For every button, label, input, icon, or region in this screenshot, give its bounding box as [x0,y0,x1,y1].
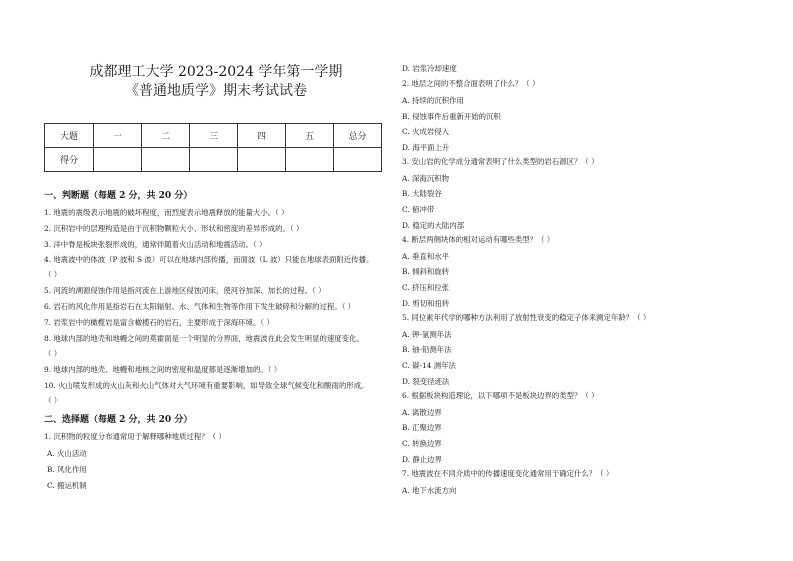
score-cell [238,148,286,172]
choice-question: 3. 安山岩的化学成分通常表明了什么类型的岩石源区？（ ） [402,157,599,166]
choice-question: 4. 断层两侧块体的相对运动有哪些类型？（ ） [402,235,555,244]
choice-option: A. 离散边界 [402,408,442,417]
choice-option: C. 火成岩侵入 [402,127,450,136]
score-header-cell: 二 [142,124,190,148]
choice-option: A. 深海沉积物 [402,174,449,183]
judge-question: 3. 洋中脊是板块张裂形成的，通常伴随着火山活动和地震活动。（ ） [44,240,267,249]
choice-option: B. 侵蚀事件后重新开始的沉积 [402,112,501,121]
exam-title-line2: 《普通地质学》期末考试试卷 [125,83,307,99]
judge-question: 9. 地球内部的地壳、地幔和地核之间的密度和温度都是逐渐增加的。（ ） [44,365,282,374]
choice-question: 7. 地震波在不同介质中的传播速度变化通常用于确定什么？（ ） [402,469,614,478]
choice-question: 1. 沉积物的粒度分布通常用于解释哪种地质过程？（ ） [44,432,226,441]
choice-option: D. 稳定的大陆内部 [402,221,465,230]
choice-option: A. 持续的沉积作用 [402,96,464,105]
score-header-cell: 一 [94,124,142,148]
choice-option: A. 钾-氩测年法 [402,330,452,339]
score-table-header-row [45,124,382,148]
choice-option: A. 垂直和水平 [402,252,449,261]
score-row-label: 得分 [45,148,94,172]
choice-option: D. 静止边界 [402,455,442,464]
choice-option: B. 倾斜和旋转 [402,267,450,276]
choice-question: 6. 根据板块构造理论，以下哪项不是板块边界的类型？（ ） [402,391,599,400]
choice-option: D. 海平面上升 [402,143,450,152]
judge-answer-blank: （ ） [44,270,62,279]
choice-option: D. 剪切和扭转 [402,299,450,308]
judge-question: 4. 地震波中的体波（P 波和 S 波）可以在地球内部传播，而面波（L 波）只能在地球表面附近传播。 [44,255,374,264]
exam-title-line1: 成都理工大学 2023-2024 学年第一学期 [89,64,343,80]
choice-option: A. 火山活动 [47,449,87,458]
choice-option: C. 碳-14 测年法 [402,361,456,370]
judge-question: 1. 地震的震级表示地震的破坏程度，而烈度表示地震释放的能量大小。（ ） [44,208,289,217]
judge-answer-blank: （ ） [44,349,62,358]
judge-question: 8. 地球内部的地壳和地幔之间的莫霍面是一个明显的分界面，地震波在此会发生明显的速度变化。 [44,334,364,343]
score-header-cell: 五 [286,124,334,148]
judge-question: 2. 沉积岩中的层理构造是由于沉积物颗粒大小、形状和密度的差异形成的。（ ） [44,224,304,233]
choice-option: C. 转换边界 [402,439,442,448]
section2-heading: 二、选择题（每题 2 分，共 20 分） [44,415,193,425]
score-table-score-row [45,148,382,172]
score-cell [94,148,142,172]
score-header-cell: 三 [190,124,238,148]
choice-option: A. 地下水流方向 [402,486,457,495]
score-cell [142,148,190,172]
judge-answer-blank: （ ） [44,396,62,405]
choice-option: B. 汇聚边界 [402,423,442,432]
score-table [44,123,382,172]
choice-option: B. 风化作用 [47,465,87,474]
choice-option: B. 大陆裂谷 [402,189,442,198]
score-header-cell: 总分 [334,124,382,148]
choice-option: C. 挤压和拉张 [402,283,450,292]
choice-option: B. 铀-铅测年法 [402,345,452,354]
score-cell [334,148,382,172]
score-header-cell: 大题 [45,124,94,148]
section1-heading: 一、判断题（每题 2 分，共 20 分） [44,191,193,201]
choice-option: D. 裂变径迹法 [402,377,450,386]
judge-question: 6. 岩石的风化作用是指岩石在太阳辐射、水、气体和生物等作用下发生破碎和分解的过程。（ ） [44,302,356,311]
judge-question: 5. 河流的溯源侵蚀作用是指河流在上游地区侵蚀河床，使河谷加深、加长的过程。（ ） [44,286,326,295]
choice-question: 5. 同位素年代学的哪种方法利用了放射性衰变的稳定子体来测定年龄？（ ） [402,313,651,322]
judge-question: 7. 岩浆岩中的橄榄岩是富含橄榄石的岩石，主要形成于深海环境。（ ） [44,318,274,327]
choice-option: C. 俯冲带 [402,205,435,214]
score-header-cell: 四 [238,124,286,148]
judge-question: 10. 火山喷发形成的火山灰和火山气体对大气环境有重要影响，如导致全球气候变化和酸雨的形成。 [44,381,369,390]
choice-option: C. 搬运机制 [47,481,87,490]
score-cell [190,148,238,172]
choice-question: 2. 地层之间的不整合面表明了什么？（ ） [402,79,540,88]
choice-option: D. 岩浆冷却速度 [402,64,457,73]
score-cell [286,148,334,172]
